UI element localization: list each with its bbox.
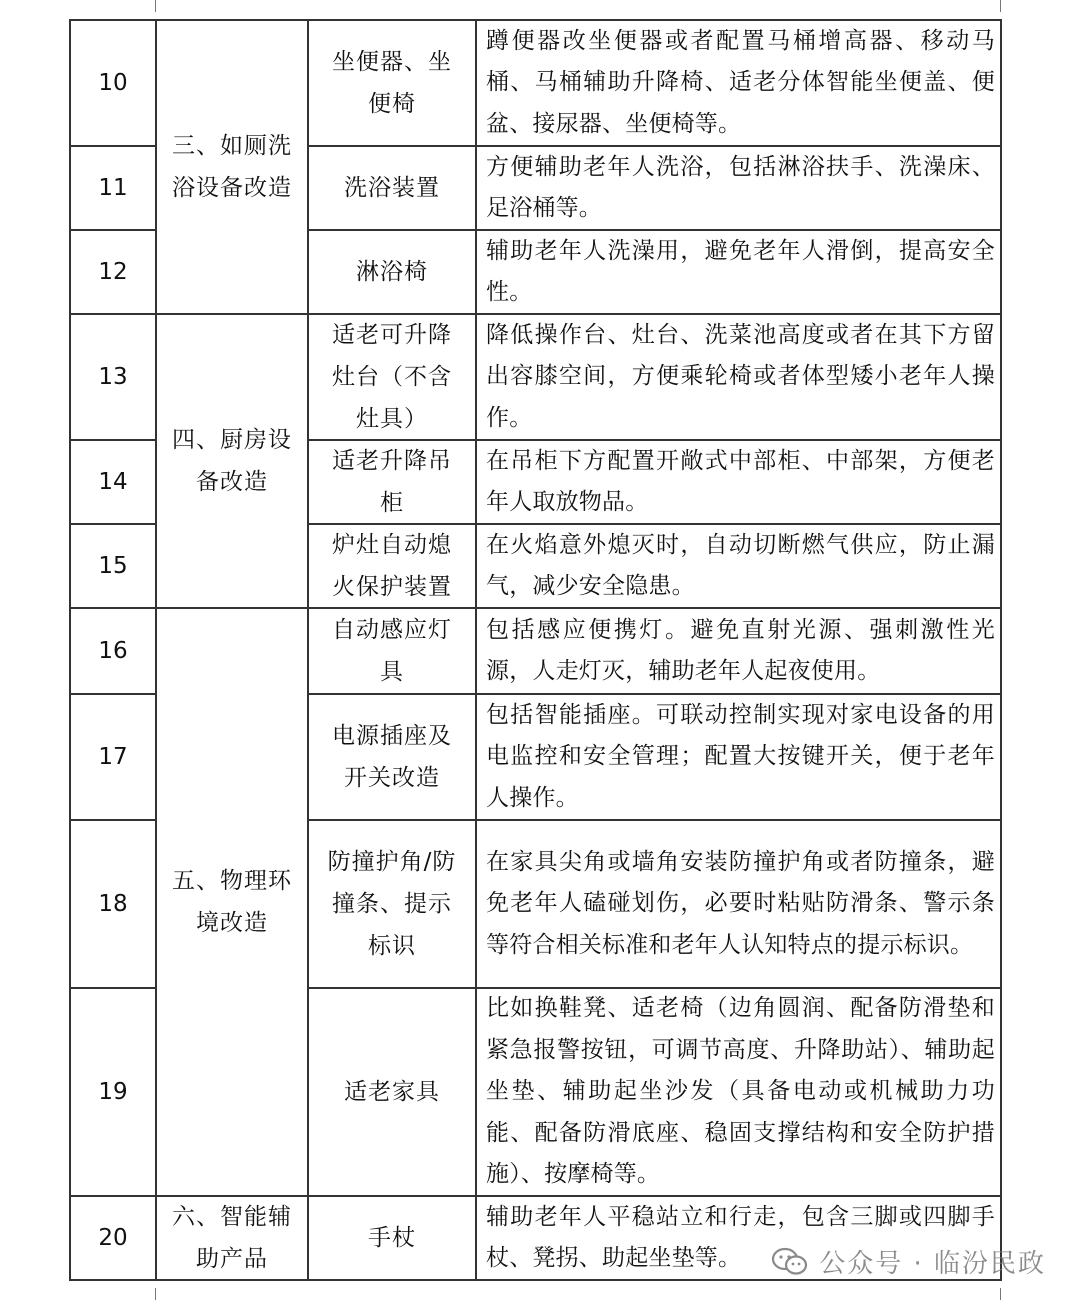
table-border [69,313,1002,315]
watermark [771,1243,1046,1280]
row-number: 11 [98,175,128,201]
row-number: 12 [98,259,128,285]
table-border [475,19,477,1281]
crop-mark [1000,0,1001,12]
row-number: 19 [98,1079,128,1105]
table-border [69,1195,1002,1197]
item-name: 适老升降吊柜 [332,448,452,516]
category-label: 五、物理环境改造 [172,868,292,936]
item-name: 手杖 [368,1225,416,1251]
row-number: 15 [98,553,128,579]
row-number: 13 [98,364,128,390]
table-border [307,145,1002,147]
item-description: 在吊柜下方配置开敞式中部柜、中部架，方便老年人取放物品。 [486,447,995,515]
watermark-text: 公众号 · 临汾民政 [819,1249,1046,1279]
table-border [69,987,157,989]
row-number: 14 [98,469,128,495]
table-border [155,19,157,1281]
category-label: 四、厨房设备改造 [172,427,292,495]
row-number: 18 [98,891,128,917]
table-border [307,523,1002,525]
table-border [1000,19,1002,1281]
table-border [307,229,1002,231]
row-number: 17 [98,744,128,770]
table-border [69,607,1002,609]
item-name: 防撞护角/防撞条、提示标识 [327,849,457,959]
item-description: 方便辅助老年人洗浴，包括淋浴扶手、洗澡床、足浴桶等。 [486,153,995,221]
item-description: 辅助老年人平稳站立和行走，包含三脚或四脚手杖、凳拐、助起坐垫等。 [486,1203,995,1271]
item-description: 在家具尖角或墙角安装防撞护角或者防撞条，避免老年人磕碰划伤，必要时粘贴防滑条、警示条等符合相关标准和老年人认知特点的提示标识。 [486,848,995,958]
crop-mark [1000,1288,1001,1300]
table-border [69,145,157,147]
row-number: 16 [98,638,128,664]
item-name: 适老可升降灶台（不含灶具） [332,322,452,432]
row-number: 10 [98,70,128,96]
table-border [69,229,157,231]
table-border [69,19,71,1281]
table-border [69,693,157,695]
category-label: 三、如厕洗浴设备改造 [172,133,292,201]
item-name: 炉灶自动熄火保护装置 [332,532,452,600]
item-name: 电源插座及开关改造 [332,723,452,791]
item-name: 适老家具 [344,1079,440,1105]
table-border [307,693,1002,695]
table-border [307,19,309,1281]
crop-mark [155,1288,156,1300]
table-border [307,819,1002,821]
item-name: 洗浴装置 [344,175,440,201]
item-description: 蹲便器改坐便器或者配置马桶增高器、移动马桶、马桶辅助升降椅、适老分体智能坐便盖、便盆、接尿器、坐便椅等。 [486,27,995,137]
table-border [69,19,1002,21]
item-description: 在火焰意外熄灭时，自动切断燃气供应，防止漏气，减少安全隐患。 [486,531,995,599]
table-border [307,987,1002,989]
table-border [307,439,1002,441]
wechat-icon [771,1246,809,1278]
item-description: 包括智能插座。可联动控制实现对家电设备的用电监控和安全管理；配置大按键开关，便于老年人操作。 [486,701,995,811]
crop-mark [155,0,156,12]
item-description: 比如换鞋凳、适老椅（边角圆润、配备防滑垫和紧急报警按钮，可调节高度、升降助站）、辅助起坐垫、辅助起坐沙发（具备电动或机械助力功能、配备防滑底座、稳固支撑结构和安全防护措施）、按摩椅等。 [486,995,995,1188]
table-border [69,439,157,441]
item-name: 淋浴椅 [356,259,428,285]
table-border [69,523,157,525]
item-description: 包括感应便携灯。避免直射光源、强刺激性光源，人走灯灭，辅助老年人起夜使用。 [486,616,995,684]
table-border [69,819,157,821]
row-number: 20 [98,1225,128,1251]
category-label: 六、智能辅助产品 [172,1204,292,1272]
item-name: 坐便器、坐便椅 [332,49,452,117]
item-name: 自动感应灯具 [332,617,452,685]
item-description: 辅助老年人洗澡用，避免老年人滑倒，提高安全性。 [486,237,995,305]
item-description: 降低操作台、灶台、洗菜池高度或者在其下方留出容膝空间，方便乘轮椅或者体型矮小老年人操作。 [486,321,995,431]
